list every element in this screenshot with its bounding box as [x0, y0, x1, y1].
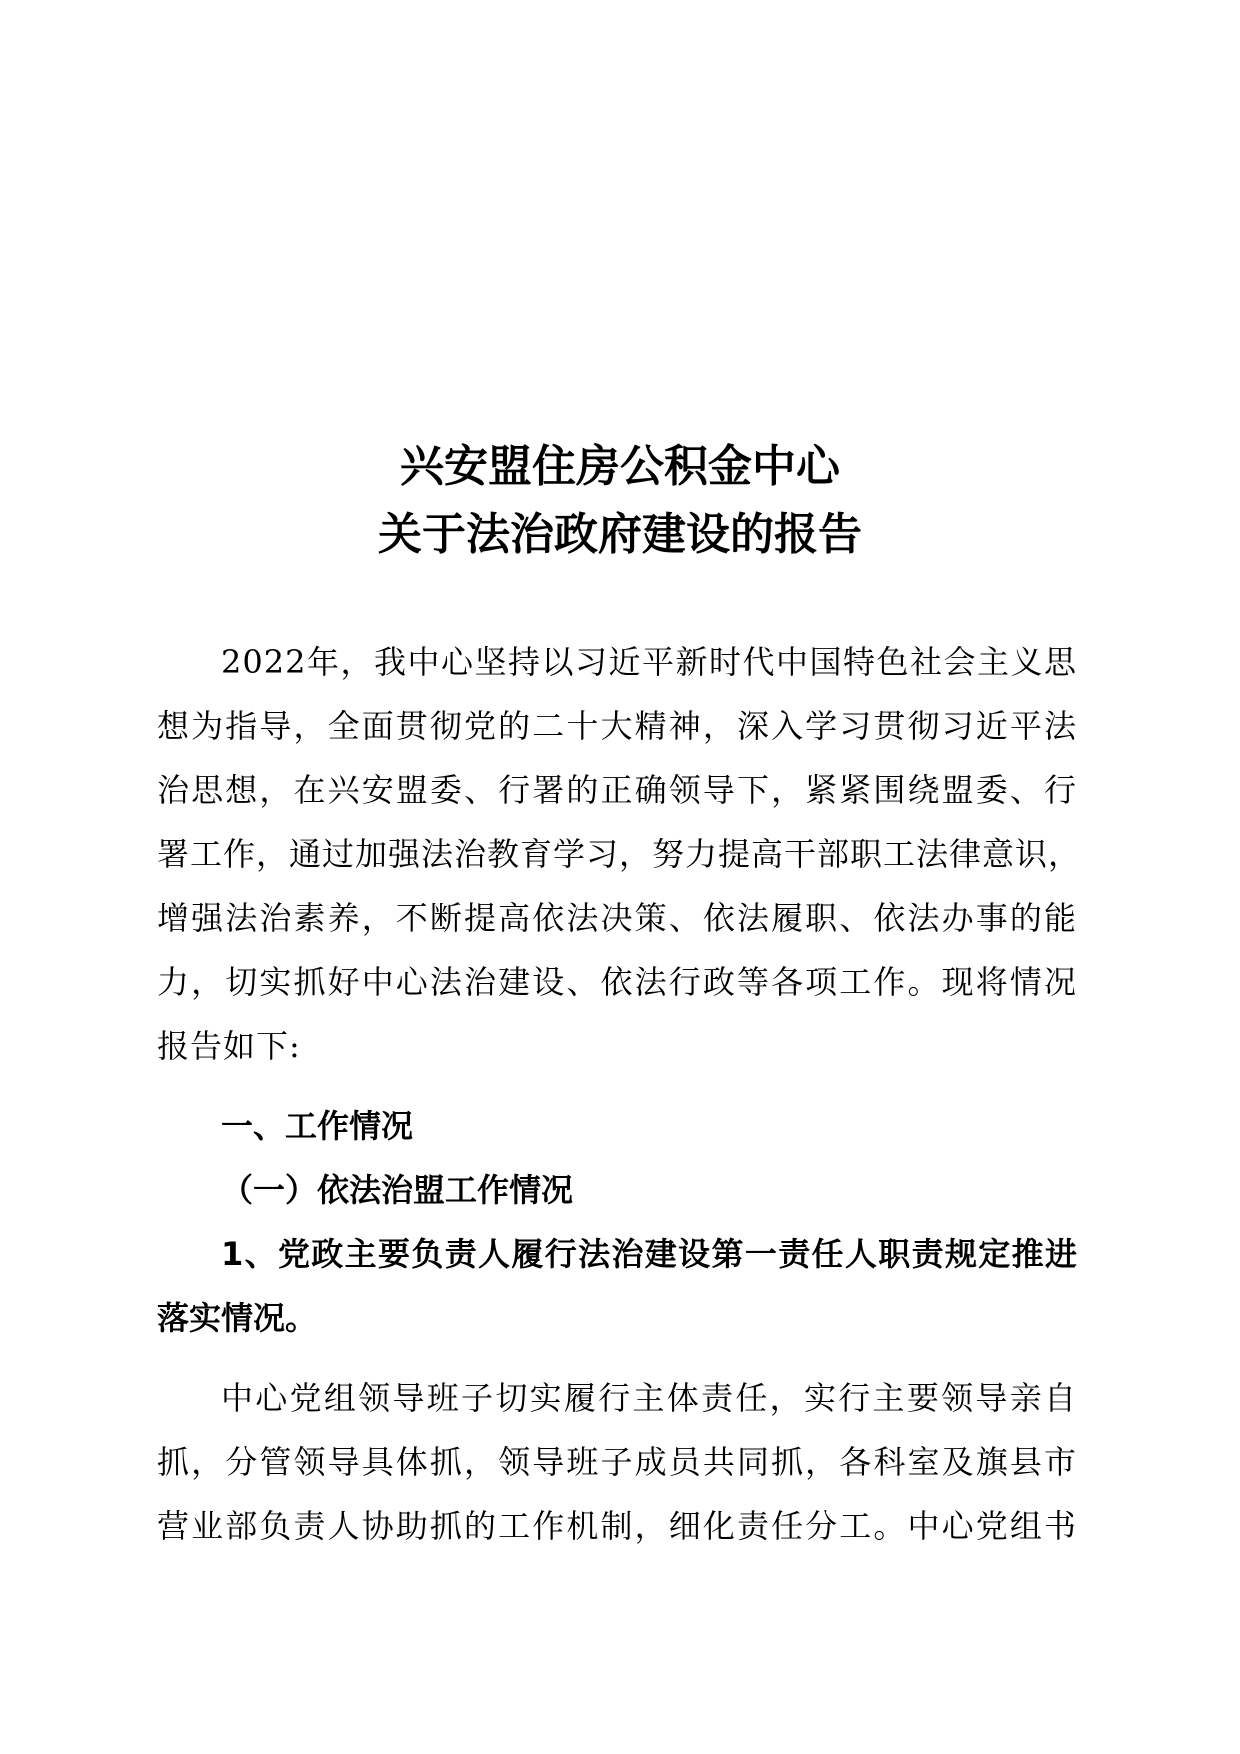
- intro-paragraph-line: 增强法治素养，不断提高依法决策、依法履职、依法办事的能: [157, 899, 1077, 937]
- subsection-heading: （一）依法治盟工作情况: [221, 1171, 574, 1209]
- intro-paragraph-line: 2022年，我中心坚持以习近平新时代中国特色社会主义思: [221, 643, 1077, 681]
- item-heading-line-1: 1、党政主要负责人履行法治建设第一责任人职责规定推进: [221, 1235, 1077, 1273]
- intro-paragraph-line: 力，切实抓好中心法治建设、依法行政等各项工作。现将情况: [157, 963, 1077, 1001]
- intro-paragraph-line: 治思想，在兴安盟委、行署的正确领导下，紧紧围绕盟委、行: [157, 771, 1077, 809]
- intro-paragraph-line: 署工作，通过加强法治教育学习，努力提高干部职工法律意识，: [157, 835, 1082, 873]
- body-paragraph-line: 中心党组领导班子切实履行主体责任，实行主要领导亲自: [221, 1379, 1077, 1417]
- intro-paragraph-line: 想为指导，全面贯彻党的二十大精神，深入学习贯彻习近平法: [157, 707, 1077, 745]
- document-title-line-1: 兴安盟住房公积金中心: [400, 441, 840, 492]
- body-paragraph-line: 营业部负责人协助抓的工作机制，细化责任分工。中心党组书: [157, 1507, 1077, 1545]
- body-paragraph-line: 抓，分管领导具体抓，领导班子成员共同抓，各科室及旗县市: [157, 1443, 1077, 1481]
- item-heading-line-2: 落实情况。: [157, 1299, 318, 1337]
- section-heading: 一、工作情况: [221, 1107, 414, 1145]
- document-title-line-2: 关于法治政府建设的报告: [378, 509, 862, 560]
- intro-paragraph-line: 报告如下:: [157, 1027, 301, 1065]
